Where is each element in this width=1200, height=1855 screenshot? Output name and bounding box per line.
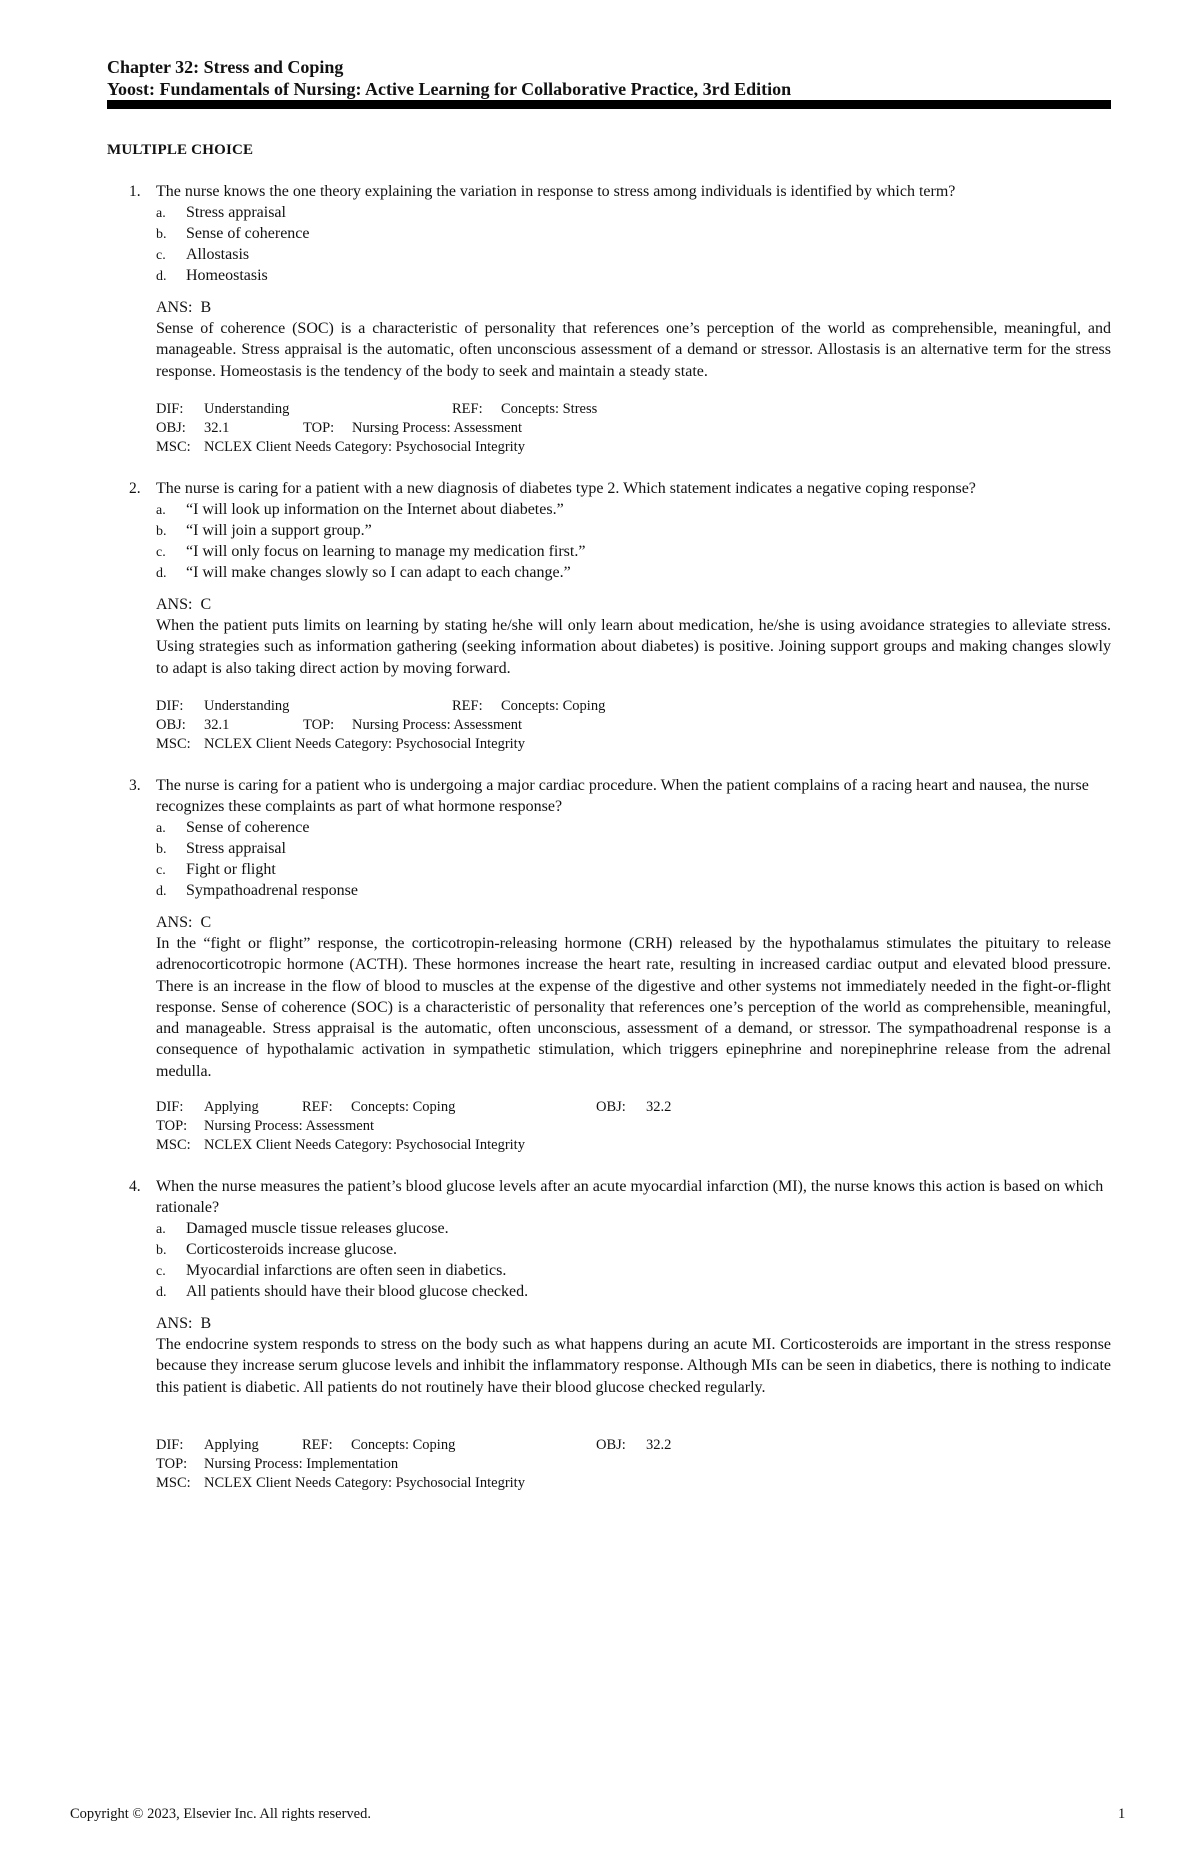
question-text: The nurse knows the one theory explaining the variation in response to stress among individuals is identified by which term? [156,183,956,200]
obj-value: 32.2 [646,1099,672,1115]
option-text: Stress appraisal [186,204,286,221]
option-letter: d. [156,1285,167,1300]
question-metadata [156,1098,1111,1155]
msc-value: NCLEX Client Needs Category: Psychosocial Integrity [204,1475,525,1491]
page-number: 1 [1118,1806,1126,1822]
option-b [156,223,1056,245]
option-letter: a. [156,821,166,836]
msc-label: MSC: [156,439,191,455]
top-value: Nursing Process: Implementation [204,1456,399,1472]
obj-label: OBJ: [596,1099,626,1115]
option-text: Allostasis [186,246,250,263]
ref-value: Concepts: Coping [501,698,606,714]
obj-label: OBJ: [596,1437,626,1453]
answer [156,912,211,933]
msc-label: MSC: [156,1475,191,1491]
top-value: Nursing Process: Assessment [352,420,522,436]
option-text: Sense of coherence [186,819,310,836]
answer [156,594,211,615]
obj-label: OBJ: [156,717,186,733]
option-letter: c. [156,545,166,560]
document-header [107,56,1111,100]
obj-label: OBJ: [156,420,186,436]
rationale: In the “fight or flight” response, the corticotropin-releasing hormone (CRH) released by the hypothalamus stimulates the pituitary to release adrenocorticotropic hormone (ACTH). These hormones increase the heart rate, resulting in increased cardiac output and elevated blood pressure. There is an increase in the flow of blood to muscles at the expense of the digestive and other systems not immediately needed in the fight-or-flight response. Sense of coherence (SOC) is a characteristic of personality that references one’s perception of the world as comprehensible, meaningful, and manageable. Stress appraisal is the automatic, often unconscious, assessment of a demand, or stressor. The sympathoadrenal response is a consequence of hypothalamic activation in sympathetic stimulation, which triggers epinephrine and norepinephrine release from the adrenal medulla. [156,935,1111,1080]
answer-value: C [200,596,212,613]
dif-value: Applying [204,1437,259,1453]
option-letter: d. [156,269,167,284]
option-text: Sense of coherence [186,225,310,242]
msc-value: NCLEX Client Needs Category: Psychosocial Integrity [204,736,525,752]
top-label: TOP: [156,1118,188,1134]
option-text: “I will make changes slowly so I can adapt to each change.” [186,564,571,581]
ref-label: REF: [452,698,483,714]
option-c [156,541,1056,563]
answer-label: ANS: [156,596,193,613]
option-text: Fight or flight [186,861,276,878]
option-text: Homeostasis [186,267,268,284]
question-text: When the nurse measures the patient’s blood glucose levels after an acute myocardial infarction (MI), the nurse knows this action is based on which rationale? [156,1178,1104,1216]
header-rule [107,100,1111,109]
dif-label: DIF: [156,401,184,417]
question-number: 3. [129,777,141,794]
option-text: “I will look up information on the Internet about diabetes.” [186,501,564,518]
option-letter: b. [156,524,167,539]
option-a [156,202,1056,224]
answer-label: ANS: [156,1315,193,1332]
msc-label: MSC: [156,1137,191,1153]
top-label: TOP: [303,717,335,733]
option-letter: d. [156,884,167,899]
dif-label: DIF: [156,1437,184,1453]
top-label: TOP: [303,420,335,436]
option-b [156,520,1056,542]
option-letter: c. [156,863,166,878]
top-label: TOP: [156,1456,188,1472]
option-letter: a. [156,206,166,221]
option-letter: d. [156,566,167,581]
option-letter: a. [156,1222,166,1237]
rationale: Sense of coherence (SOC) is a characteristic of personality that references one’s perception of the world as comprehensible, meaningful, and manageable. Stress appraisal is the automatic, often unconscious assessment of a demand or stressor. Allostasis is an alternative term for the stress response. Homeostasis is the tendency of the body to seek and maintain a steady state. [156,320,1111,380]
option-a [156,817,1056,839]
answer-label: ANS: [156,299,193,316]
option-b [156,838,1056,860]
rationale: When the patient puts limits on learning by stating he/she will only learn about medication, he/she is using avoidance strategies to alleviate stress. Using strategies such as information gathering (seeking information about diabetes) is positive. Joining support groups and making changes slowly to adapt is also taking direct action by moving forward. [156,617,1111,677]
option-text: “I will only focus on learning to manage my medication first.” [186,543,586,560]
dif-label: DIF: [156,1099,184,1115]
question-number: 2. [129,480,141,497]
option-text: “I will join a support group.” [186,522,372,539]
ref-value: Concepts: Coping [351,1099,456,1115]
question-number: 1. [129,183,141,200]
obj-value: 32.1 [204,420,230,436]
option-text: Sympathoadrenal response [186,882,358,899]
obj-value: 32.1 [204,717,230,733]
section-title: MULTIPLE CHOICE [107,142,254,158]
dif-value: Applying [204,1099,259,1115]
dif-value: Understanding [204,401,290,417]
option-letter: b. [156,1243,167,1258]
dif-label: DIF: [156,698,184,714]
ref-value: Concepts: Stress [501,401,598,417]
ref-label: REF: [452,401,483,417]
option-c [156,859,1056,881]
question-number: 4. [129,1178,141,1195]
option-text: Stress appraisal [186,840,286,857]
question-metadata [156,697,1111,754]
option-text: All patients should have their blood glucose checked. [186,1283,529,1300]
question-metadata [156,1436,1111,1493]
msc-value: NCLEX Client Needs Category: Psychosocial Integrity [204,439,525,455]
copyright-notice: Copyright © 2023, Elsevier Inc. All rights reserved. [70,1806,371,1822]
question-text: The nurse is caring for a patient with a new diagnosis of diabetes type 2. Which statement indicates a negative coping response? [156,480,976,497]
answer-label: ANS: [156,914,193,931]
top-value: Nursing Process: Assessment [352,717,522,733]
option-d [156,265,1056,287]
msc-label: MSC: [156,736,191,752]
option-c [156,1260,1056,1282]
top-value: Nursing Process: Assessment [204,1118,374,1134]
option-letter: c. [156,248,166,263]
option-letter: c. [156,1264,166,1279]
dif-value: Understanding [204,698,290,714]
answer-value: B [200,1315,212,1332]
obj-value: 32.2 [646,1437,672,1453]
option-d [156,880,1056,902]
option-a [156,499,1056,521]
option-letter: b. [156,842,167,857]
option-d [156,562,1056,584]
option-letter: b. [156,227,167,242]
option-text: Corticosteroids increase glucose. [186,1241,398,1258]
answer-value: C [200,914,212,931]
option-b [156,1239,1056,1261]
ref-label: REF: [302,1099,333,1115]
answer [156,1313,211,1334]
question-metadata [156,400,1111,457]
book-title: Yoost: Fundamentals of Nursing: Active Learning for Collaborative Practice, 3rd Edition [107,79,792,99]
option-letter: a. [156,503,166,518]
chapter-title: Chapter 32: Stress and Coping [107,57,344,77]
option-a [156,1218,1056,1240]
option-d [156,1281,1056,1303]
question-text: The nurse is caring for a patient who is undergoing a major cardiac procedure. When the patient complains of a racing heart and nausea, the nurse recognizes these complaints as part of what hormone response? [156,777,1089,815]
option-c [156,244,1056,266]
ref-value: Concepts: Coping [351,1437,456,1453]
option-text: Damaged muscle tissue releases glucose. [186,1220,449,1237]
rationale: The endocrine system responds to stress on the body such as what happens during an acute MI. Corticosteroids are important in the stress response because they increase serum glucose levels and inhibit the inflammatory response. Although MIs can be seen in diabetics, there is nothing to indicate this patient is diabetic. All patients do not routinely have their blood glucose checked regularly. [156,1336,1111,1396]
answer [156,297,211,318]
option-text: Myocardial infarctions are often seen in diabetics. [186,1262,507,1279]
msc-value: NCLEX Client Needs Category: Psychosocial Integrity [204,1137,525,1153]
answer-value: B [200,299,212,316]
ref-label: REF: [302,1437,333,1453]
